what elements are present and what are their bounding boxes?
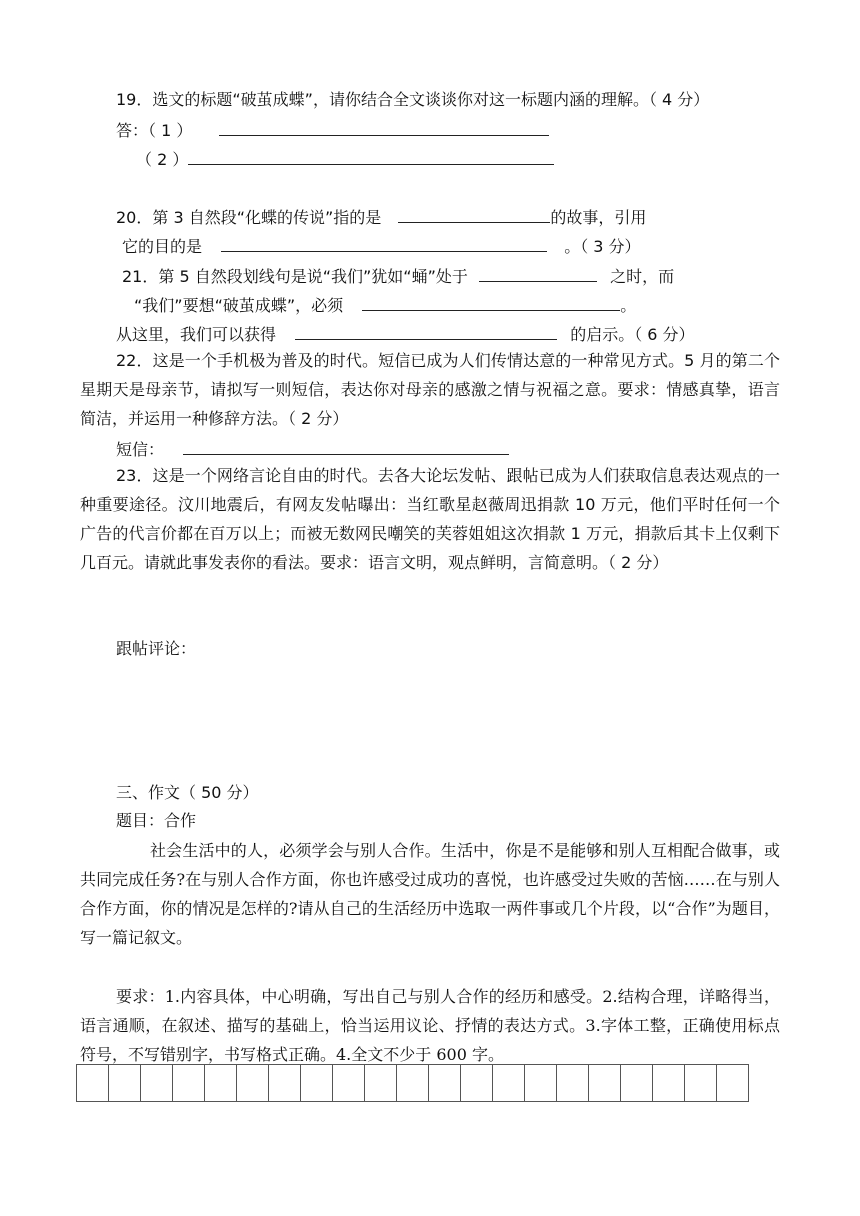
q21-line-3 bbox=[116, 321, 695, 347]
q21-line-1 bbox=[122, 263, 674, 289]
q20-line-1 bbox=[116, 204, 646, 230]
grid-cell[interactable] bbox=[109, 1065, 141, 1101]
grid-cell[interactable] bbox=[205, 1065, 237, 1101]
q19-question: 19．选文的标题“破茧成蝶”，请你结合全文谈谈你对这一标题内涵的理解。（ 4 分） bbox=[116, 90, 710, 109]
grid-cell[interactable] bbox=[365, 1065, 397, 1101]
answer-blank-2[interactable] bbox=[188, 146, 554, 165]
grid-cell[interactable] bbox=[173, 1065, 205, 1101]
q23-comment-label: 跟帖评论： bbox=[116, 639, 197, 658]
q21-text-d: 。 bbox=[620, 296, 637, 315]
q21-text-e: 从这里，我们可以获得 bbox=[116, 325, 277, 344]
grid-cell[interactable] bbox=[653, 1065, 685, 1101]
req-label: 要求： bbox=[116, 987, 165, 1006]
q23-question: 23．这是一个网络言论自由的时代。去各大论坛发帖、跟帖已成为人们获取信息表达观点的一种重要途径。汶川地震后，有网友发帖曝出：当红歌星赵薇周迅捐款 10 万元，他们平时任何一个广告的代言价都在百万以上；而被无数网民嘲笑的芙蓉姐姐这次捐款 1 万元，捐款后其卡上仅剩下几百元。请就此事发表你的看法。要求：语言文明，观点鲜明，言简意明。（ 2 分） bbox=[80, 466, 780, 572]
q19-answer-2 bbox=[136, 146, 554, 172]
grid-cell[interactable] bbox=[525, 1065, 557, 1101]
q21-text-c: “我们”要想“破茧成蝶”，必须 bbox=[134, 296, 344, 315]
sms-label: 短信： bbox=[116, 440, 165, 459]
sub2-label: （ 2 ） bbox=[136, 150, 189, 169]
essay-heading: 三、作文（ 50 分） bbox=[116, 783, 259, 802]
essay-topic: 题目：合作 bbox=[116, 811, 197, 830]
req-text: 1.内容具体，中心明确，写出自己与别人合作的经历和感受。2.结构合理，详略得当，语言通顺，在叙述、描写的基础上，恰当运用议论、抒情的表达方式。3.字体工整，正确使用标点符号，不写错别字，书写格式正确。4.全文不少于 600 字。 bbox=[80, 987, 780, 1064]
essay-requirements bbox=[80, 982, 780, 1069]
grid-cell[interactable] bbox=[397, 1065, 429, 1101]
grid-cell[interactable] bbox=[557, 1065, 589, 1101]
grid-cell[interactable] bbox=[237, 1065, 269, 1101]
grid-cell[interactable] bbox=[269, 1065, 301, 1101]
essay-prompt-b: ?在与别人合作方面，你也许感受过成功的喜悦，也许感受过失败的苦恼……在与别人合作方面，你的情况是怎样的?请从自己的生活经历中选取一两件事或几个片段，以“合作”为题目，写一篇记叙文。 bbox=[80, 870, 780, 947]
sms-blank[interactable] bbox=[183, 436, 509, 455]
essay-prompt bbox=[80, 836, 780, 952]
grid-cell[interactable] bbox=[301, 1065, 333, 1101]
grid-cell[interactable] bbox=[621, 1065, 653, 1101]
essay-prompt-a: 社会生活中的人，必须学会与别人合作。生活中，你是不是能够和别人互相配合做事，或共同完成任务 bbox=[80, 841, 780, 889]
q21-blank-2[interactable] bbox=[362, 292, 620, 311]
q21-line-2 bbox=[134, 292, 636, 318]
q20-text-d: 。（ 3 分） bbox=[564, 237, 641, 256]
grid-cell[interactable] bbox=[493, 1065, 525, 1101]
grid-cell[interactable] bbox=[685, 1065, 717, 1101]
grid-cell[interactable] bbox=[461, 1065, 493, 1101]
q21-blank-3[interactable] bbox=[295, 321, 557, 340]
answer-label: 答：（ 1 ） bbox=[116, 121, 193, 140]
grid-cell[interactable] bbox=[77, 1065, 109, 1101]
q20-blank-1[interactable] bbox=[398, 204, 550, 223]
grid-cell[interactable] bbox=[333, 1065, 365, 1101]
q20-line-2 bbox=[122, 233, 641, 259]
q20-text-b: 的故事，引用 bbox=[550, 208, 647, 227]
q19-answer-1 bbox=[116, 117, 549, 143]
q20-text-a: 20．第 3 自然段“化蝶的传说”指的是 bbox=[116, 208, 382, 227]
writing-grid[interactable] bbox=[76, 1064, 749, 1102]
q21-text-f: 的启示。（ 6 分） bbox=[570, 325, 695, 344]
answer-blank-1[interactable] bbox=[219, 117, 549, 136]
q20-text-c: 它的目的是 bbox=[122, 237, 203, 256]
q21-text-b: 之时，而 bbox=[610, 267, 675, 286]
q21-blank-1[interactable] bbox=[479, 263, 597, 282]
grid-cell[interactable] bbox=[429, 1065, 461, 1101]
q22-question: 22．这是一个手机极为普及的时代。短信已成为人们传情达意的一种常见方式。5 月的第二个星期天是母亲节，请拟写一则短信，表达你对母亲的感激之情与祝福之意。要求：情感真挚，语言简洁，并运用一种修辞方法。（ 2 分） bbox=[80, 351, 780, 428]
q21-text-a: 21．第 5 自然段划线句是说“我们”犹如“蛹”处于 bbox=[122, 267, 468, 286]
q20-blank-2[interactable] bbox=[221, 233, 547, 252]
grid-cell[interactable] bbox=[589, 1065, 621, 1101]
grid-cell[interactable] bbox=[717, 1065, 749, 1101]
grid-cell[interactable] bbox=[141, 1065, 173, 1101]
q22-sms bbox=[116, 436, 509, 462]
